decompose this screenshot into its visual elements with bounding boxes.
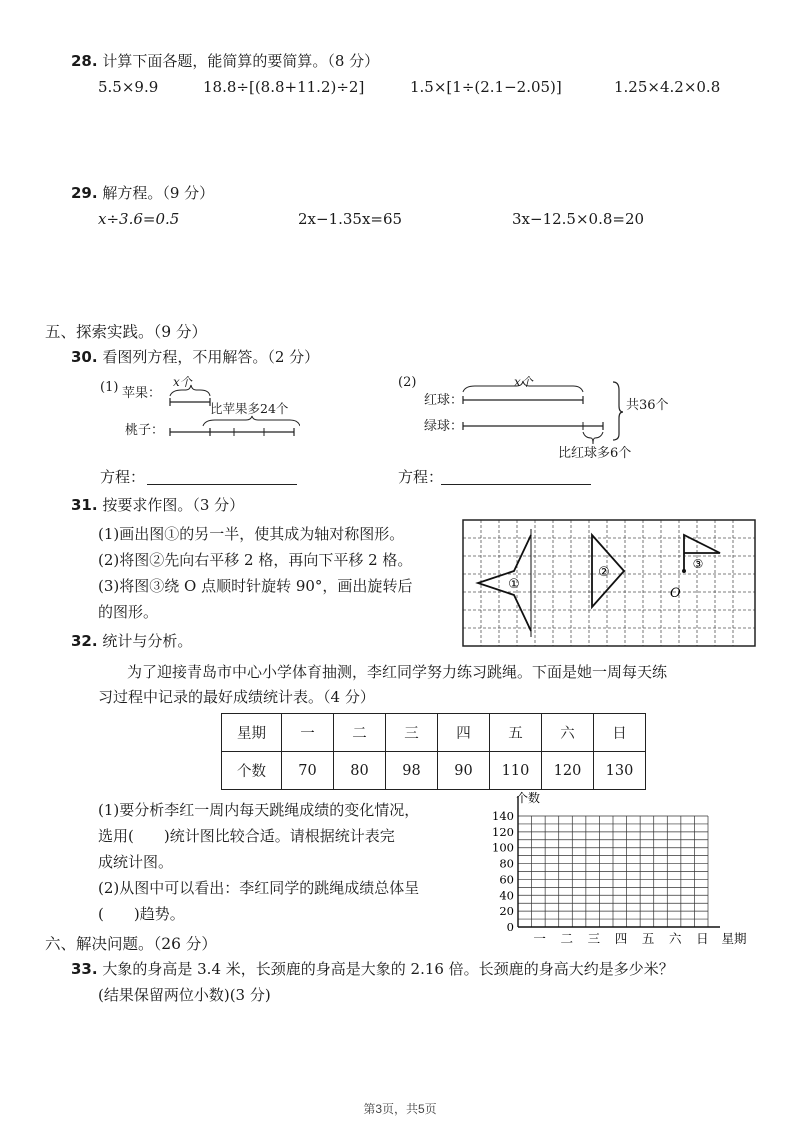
q32-chart-y-tick-label: 0 [506, 920, 514, 934]
q32-table-header-cell: 六 [542, 714, 594, 752]
section-6-heading: 六、解决问题。（26 分） [45, 935, 217, 953]
q31-instruction-2: (2)将图②先向右平移 2 格，再向下平移 2 格。 [98, 551, 413, 569]
q32-chart-x-category-label: 三 [587, 931, 601, 946]
q33-number: 33. [71, 960, 98, 978]
q28-title: 计算下面各题，能简算的要简算。（8 分） [102, 52, 380, 70]
q31-heading [71, 494, 244, 515]
q32-table-value-cell: 70 [282, 752, 334, 790]
q32-intro-line-1: 为了迎接青岛市中心小学体育抽测，李红同学努力练习跳绳。下面是她一周每天练 [127, 663, 668, 681]
q32-chart-y-tick-label: 40 [499, 888, 514, 903]
q31-point-o [682, 569, 686, 573]
q29-item-2: 2x−1.35x=65 [298, 210, 403, 228]
q29-heading [71, 182, 214, 203]
q32-table-header-cell: 星期 [222, 714, 282, 752]
q30-green-extra-brace [583, 432, 603, 444]
q32-table-value-cell: 90 [438, 752, 490, 790]
q33-heading [71, 958, 674, 979]
q31-instruction-3: (3)将图③绕 O 点顺时针旋转 90°，画出旋转后 [98, 577, 413, 595]
q28-item-3: 1.5×[1÷(2.1−2.05)] [410, 78, 562, 96]
q30-equation-label-2: 方程： [398, 468, 444, 486]
q30-peach-label: 桃子： [125, 423, 165, 438]
q30-peach-brace [203, 416, 300, 426]
q28-item-4: 1.25×4.2×0.8 [614, 78, 721, 96]
q32-chart-y-tick-label: 60 [499, 872, 514, 887]
q30-total-brace [613, 382, 623, 440]
q31-figure-1-label: ① [508, 577, 520, 592]
q32-table-header-cell: 日 [594, 714, 646, 752]
q33-line-2: (结果保留两位小数)(3 分) [98, 986, 271, 1004]
q32-chart-x-category-label: 四 [614, 931, 628, 946]
q32-chart-x-category-label: 六 [669, 931, 682, 946]
q29-item-1: x÷3.6=0.5 [98, 210, 180, 228]
q32-table-header-cell: 四 [438, 714, 490, 752]
q32-chart-grid [518, 796, 720, 927]
q28-heading [71, 50, 379, 71]
q32-table-value-cell: 个数 [222, 752, 282, 790]
q30-title: 看图列方程，不用解答。（2 分） [102, 348, 320, 366]
q32-table-header-cell: 五 [490, 714, 542, 752]
q31-title: 按要求作图。（3 分） [102, 496, 245, 514]
q32-intro-line-2: 习过程中记录的最好成绩统计表。（4 分） [98, 688, 375, 706]
q32-chart-x-axis-label: 星期 [721, 931, 747, 946]
q32-chart-y-tick-label: 100 [492, 840, 514, 855]
q31-figure-2-label: ② [598, 565, 610, 580]
q32-table-value-cell: 120 [542, 752, 594, 790]
q32-chart-x-category-label: 五 [641, 931, 655, 946]
q29-number: 29. [71, 184, 98, 202]
q31-instruction-1: (1)画出图①的另一半，使其成为轴对称图形。 [98, 525, 405, 543]
q30-heading [71, 346, 319, 367]
q30-red-label: 红球： [424, 393, 464, 408]
q32-heading [71, 630, 192, 651]
q30-total-label: 共36个 [626, 398, 669, 413]
q31-instruction-4: 的图形。 [98, 603, 159, 621]
q33-line-1: 大象的身高是 3.4 米，长颈鹿的身高是大象的 2.16 倍。长颈鹿的身高大约是多少米？ [102, 960, 674, 978]
q32-sub2-line-1: (2)从图中可以看出：李红同学的跳绳成绩总体呈 [98, 879, 420, 897]
q32-chart-x-category-label: 一 [533, 931, 546, 946]
q32-chart-labels [492, 790, 747, 946]
q32-chart-x-category-label: 日 [696, 931, 709, 946]
q32-sub1-line-1: (1)要分析李红一周内每天跳绳成绩的变化情况， [98, 801, 420, 819]
q32-chart-y-tick-label: 80 [499, 856, 514, 871]
q30-part2-segment-diagram [455, 378, 625, 448]
q28-item-2: 18.8÷[(8.8+11.2)÷2] [203, 78, 365, 96]
q32-sub1-line-2: 选用( )统计图比较合适。请根据统计表完 [98, 827, 395, 845]
q32-chart-y-tick-label: 140 [492, 809, 514, 823]
q30-part1-segment-diagram [160, 378, 300, 436]
q32-table-value-cell: 80 [334, 752, 386, 790]
q32-table-header-cell: 二 [334, 714, 386, 752]
q31-grid-figure[interactable] [462, 519, 756, 647]
q32-title: 统计与分析。 [102, 632, 193, 650]
q30-equation-label-1: 方程： [100, 468, 146, 486]
q32-chart-y-tick-label: 120 [492, 824, 514, 839]
q32-table-value-cell: 130 [594, 752, 646, 790]
q30-part2-label: (2) [398, 375, 417, 390]
q30-green-more-label: 比红球多6个 [558, 446, 632, 461]
q32-table-header-cell: 一 [282, 714, 334, 752]
q32-table-header-cell: 三 [386, 714, 438, 752]
q31-point-o-label: O [670, 586, 681, 601]
q32-sub1-line-3: 成统计图。 [98, 853, 174, 871]
q28-item-1: 5.5×9.9 [98, 78, 159, 96]
section-5-heading: 五、探索实践。（9 分） [45, 323, 208, 341]
q30-equation-answer-line-2[interactable] [441, 484, 591, 485]
q32-stats-table [221, 713, 646, 790]
q32-line-chart[interactable] [482, 790, 760, 950]
q32-table-value-cell: 110 [490, 752, 542, 790]
q30-red-x-label: x个 [514, 375, 533, 389]
q30-green-label: 绿球： [424, 419, 464, 434]
q30-apple-x-label: x个 [173, 375, 192, 389]
page-footer: 第3页，共5页 [363, 1102, 437, 1116]
q31-figure-3-label: ③ [692, 557, 704, 571]
q30-red-brace [463, 381, 583, 392]
q30-apple-brace [170, 385, 210, 396]
q30-equation-answer-line-1[interactable] [147, 484, 297, 485]
q29-title: 解方程。（9 分） [102, 184, 215, 202]
q32-chart-y-tick-label: 20 [499, 904, 514, 919]
q32-table-value-row [222, 752, 646, 790]
q30-apple-label: 苹果： [122, 386, 162, 401]
q31-grid-border [463, 520, 755, 646]
q30-peach-more-label: 比苹果多24个 [210, 401, 289, 416]
q32-sub2-line-2: ( )趋势。 [98, 905, 185, 923]
q32-table-header-row [222, 714, 646, 752]
q32-chart-x-category-label: 二 [560, 931, 573, 946]
q32-table-value-cell: 98 [386, 752, 438, 790]
q29-item-3: 3x−12.5×0.8=20 [512, 210, 645, 228]
q31-number: 31. [71, 496, 98, 514]
q30-number: 30. [71, 348, 98, 366]
q32-chart-y-axis-label: 个数 [516, 791, 541, 805]
q28-number: 28. [71, 52, 98, 70]
q32-number: 32. [71, 632, 98, 650]
q31-dashed-grid [463, 520, 755, 646]
q30-part1-label: (1) [100, 380, 119, 395]
q31-figure-1-half-star [478, 535, 531, 631]
